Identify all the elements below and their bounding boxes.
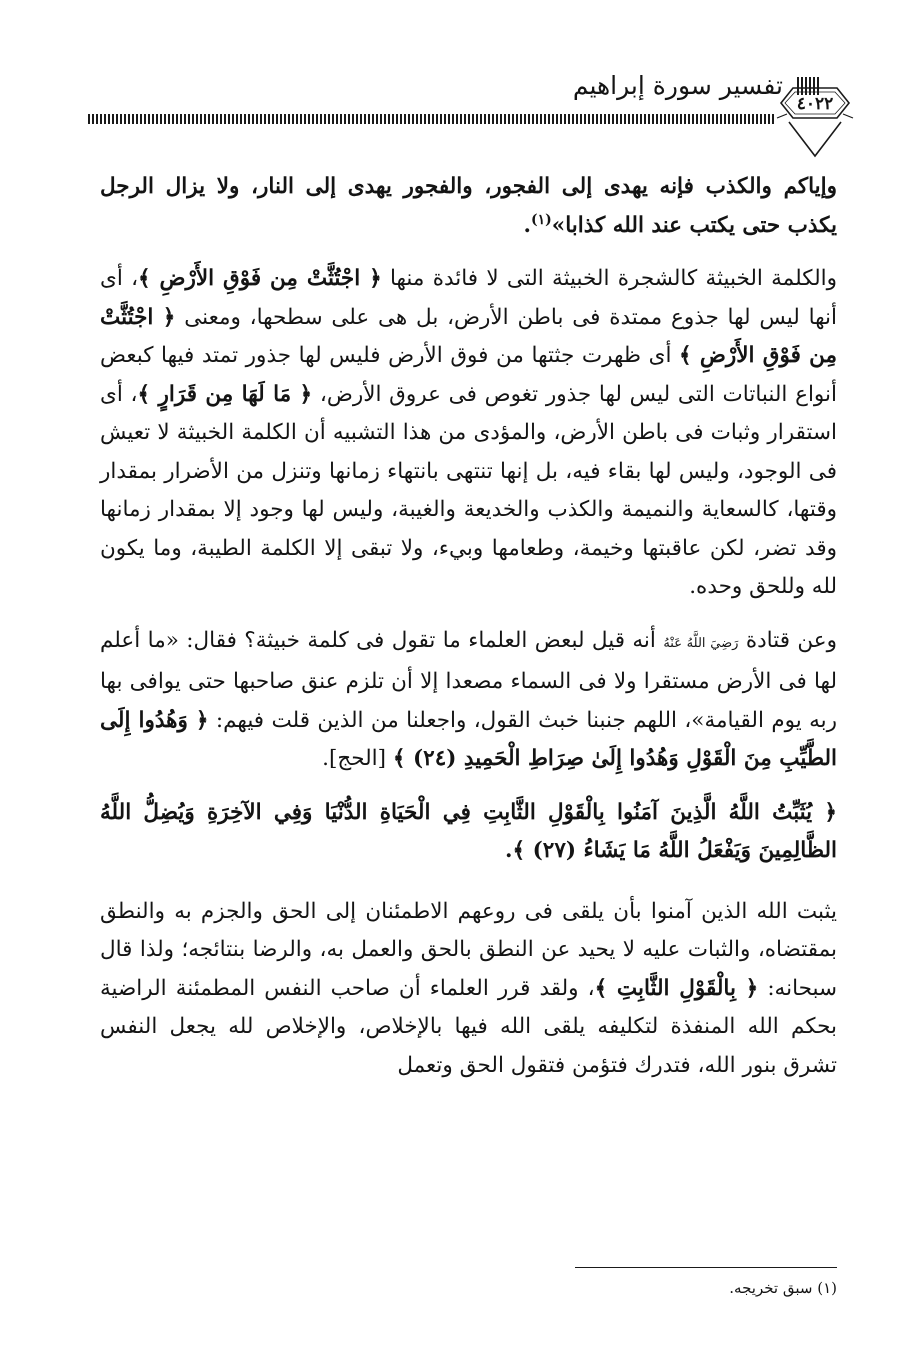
- quran-quote: ﴿ وَهُدُوا إِلَى الطَّيِّبِ مِنَ الْقَوْلِ وَهُدُوا إِلَىٰ صِرَاطِ الْحَمِيدِ (٢٤) ﴾: [100, 707, 837, 771]
- body-text: [100, 168, 837, 1085]
- quran-quote: ﴿ بِالْقَوْلِ الثَّابِتِ ﴾: [594, 975, 759, 1001]
- text-run: وعن قتادة: [745, 627, 837, 653]
- text-run: ، ولقد قرر العلماء أن صاحب النفس المطمئنة الراضية بحكم الله المنفذة لتكليفه يلقى الله فيها بالإخلاص، والإخلاص لله يجعل النفس تشرق بنور الله، فتدرك فتؤمن فتقول الحق وتعمل: [100, 975, 837, 1078]
- honorific: رَضِيَ اللَّهُ عَنْهُ: [663, 635, 739, 651]
- text-run: .: [523, 212, 532, 238]
- text-run: [الحج].: [322, 746, 387, 771]
- text-run: يثبت الله الذين آمنوا بأن يلقى فى روعهم الاطمئنان إلى الحق والجزم به والنطق بمقتضاه، والثبات عليه لا يحيد عن النطق بالحق والعمل به، والرضا بنتائجه؛ ولذا قال سبحانه:: [100, 898, 837, 1001]
- text-run: والكلمة الخبيثة كالشجرة الخبيثة التى لا فائدة منها: [389, 266, 837, 291]
- footnote-ref: (١): [531, 211, 552, 228]
- header-rule: [88, 114, 775, 124]
- text-run: أى ظهرت جثتها من فوق الأرض فليس لها جذور تمتد فيها كبعض أنواع النباتات التى ليس لها جذور تغوص فى عروق الأرض،: [100, 343, 837, 407]
- footnote-rule: [575, 1267, 837, 1268]
- page-number: ٤٠٢٢: [796, 94, 834, 114]
- verse-text: ﴿ يُثَبِّتُ اللَّهُ الَّذِينَ آمَنُوا بِالْقَوْلِ الثَّابِتِ فِي الْحَيَاةِ الدُّنْيَا وَفِي الآخِرَةِ وَيُضِلُّ اللَّهُ الظَّالِمِينَ وَيَفْعَلُ اللَّهُ مَا يَشَاءُ (٢٧) ﴾: [100, 799, 837, 863]
- text-run: وإياكم والكذب فإنه يهدى إلى الفجور، والفجور يهدى إلى النار، ولا يزال الرجل يكذب حتى يكتب عند الله كذابا»: [100, 174, 837, 238]
- quran-quote: ﴿ مَا لَهَا مِن قَرَارٍ ﴾: [137, 381, 313, 407]
- paragraph: [100, 622, 837, 779]
- text-run: ، أى أنها ليس لها جذوع ممتدة فى باطن الأرض، بل هى على سطحها، ومعنى: [100, 266, 838, 330]
- text-run: ، أى استقرار وثبات فى باطن الأرض، والمؤدى من هذا التشبيه أن الكلمة الخبيثة لا تعيش فى الوجود، وليس لها بقاء فيه، بل إنها تنتهى بانتهاء زمانها وتنزل من الأضرار بمقدار وقتها، كالسعاية والنميمة والكذب والخديعة والغيبة، وليس لها وجود إلا بمقدار زمانها وقد تضر، لكن عاقبتها وخيمة، وطعامها وبيء، ولا تبقى إلا الكلمة الطيبة، وما يكون لله وللحق وحده.: [100, 381, 837, 599]
- quran-quote: ﴿ اجْتُثَّتْ مِن فَوْقِ الأَرْضِ ﴾: [138, 266, 382, 291]
- quran-quote: ﴿ اجْتُثَّتْ مِن فَوْقِ الأَرْضِ ﴾: [100, 304, 837, 368]
- running-title: تفسير سورة إبراهيم: [572, 71, 783, 100]
- text-run: أنه قيل لبعض العلماء ما تقول فى كلمة خبيثة؟ فقال: «ما أعلم لها فى الأرض مستقرا ولا فى السماء مصعدا إلا أن تلزم عنق صاحبها حتى يوافى بها ربه يوم القيامة»، اللهم جنبنا خبث القول، واجعلنا من الذين قلت فيهم:: [100, 627, 837, 733]
- verse-heading: [100, 794, 837, 871]
- paragraph: [100, 893, 837, 1086]
- paragraph: [100, 168, 837, 245]
- paragraph: [100, 260, 837, 607]
- text-run: .: [505, 838, 513, 863]
- footnote: (١) سبق تخريجه.: [729, 1279, 837, 1297]
